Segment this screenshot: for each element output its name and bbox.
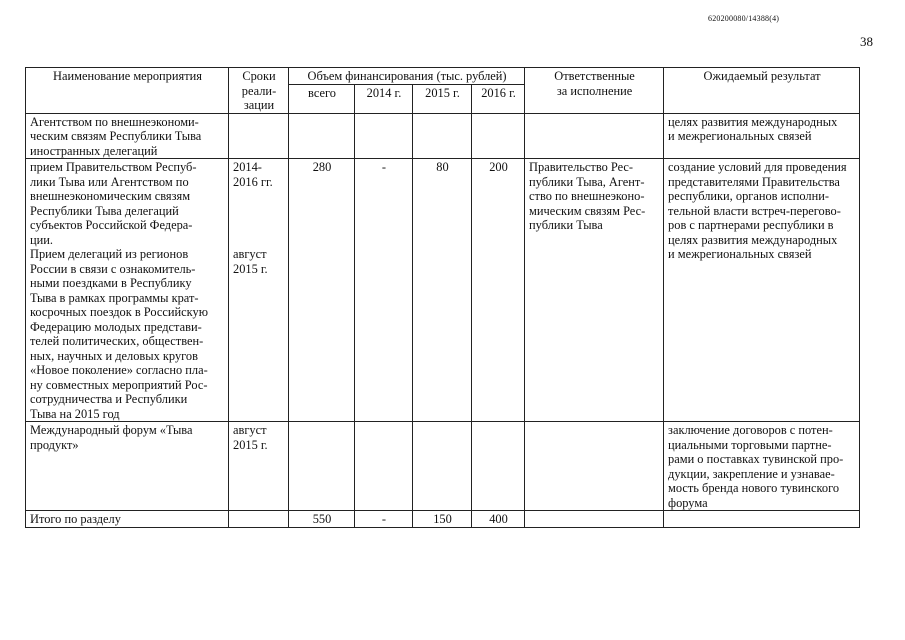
cell-2015 [413,422,472,511]
cell-term: 2014- 2016 гг. август 2015 г. [229,159,289,422]
cell-name: прием Правительством Респуб- лики Тыва или Агентством по внешнеэкономическим связям Республики Тыва делегаций субъектов Российской Федера- ции. Прием делегаций из регионов России в связи с ознакомитель- ными поездками в Республику Тыва в рамках программы крат- косрочных поездок в Российскую Федерацию молодых представи- телей политических, обществен- ных, научных и деловых кругов «Новое поколение» согласно пла- ну совместных мероприятий Рос- сотрудничества и Республики Тыва на 2015 год [26,159,229,422]
header-funding: Объем финансирования (тыс. рублей) [289,68,525,85]
header-funding-total: всего [289,84,355,113]
total-responsible [525,511,664,528]
cell-responsible [525,113,664,159]
cell-result: заключение договоров с потен- циальными торговыми партне- рами о поставках тувинской про- дукции, закрепление и узнавае- мость бренда нового тувинского форума [664,422,860,511]
cell-result: создание условий для проведения представителями Правительства республики, органов исполни- тельной власти встреч-перегово- ров с партнерами республики в целях развития международных и межрегиональных связей [664,159,860,422]
cell-responsible: Правительство Рес- публики Тыва, Агент- ство по внешнеэконо- мическим связям Рес- публики Тыва [525,159,664,422]
header-result: Ожидаемый результат [664,68,860,114]
total-result [664,511,860,528]
total-2015: 150 [413,511,472,528]
total-term [229,511,289,528]
cell-term [229,113,289,159]
cell-result: целях развития международных и межрегиональных связей [664,113,860,159]
header-funding-2014: 2014 г. [355,84,413,113]
cell-2015 [413,113,472,159]
cell-2014: - [355,159,413,422]
cell-2015: 80 [413,159,472,422]
cell-2016 [472,113,525,159]
cell-total [289,113,355,159]
total-2016: 400 [472,511,525,528]
cell-term: август 2015 г. [229,422,289,511]
document-code: 620200080/14388(4) [708,14,780,23]
total-sum: 550 [289,511,355,528]
header-name: Наименование мероприятия [26,68,229,114]
header-term: Сроки реали- зации [229,68,289,114]
header-funding-2016: 2016 г. [472,84,525,113]
cell-total: 280 [289,159,355,422]
table-row [26,159,860,422]
header-funding-2015: 2015 г. [413,84,472,113]
cell-2014 [355,113,413,159]
table-row [26,422,860,511]
total-label: Итого по разделу [26,511,229,528]
cell-total [289,422,355,511]
table-header-row [26,68,860,85]
cell-2014 [355,422,413,511]
action-plan-table [25,67,860,528]
total-row [26,511,860,528]
cell-2016 [472,422,525,511]
total-2014: - [355,511,413,528]
cell-2016: 200 [472,159,525,422]
cell-responsible [525,422,664,511]
page-number: 38 [860,34,873,49]
header-responsible: Ответственные за исполнение [525,68,664,114]
cell-name: Международный форум «Тыва продукт» [26,422,229,511]
table-row [26,113,860,159]
cell-name: Агентством по внешнеэкономи- ческим связям Республики Тыва иностранных делегаций [26,113,229,159]
